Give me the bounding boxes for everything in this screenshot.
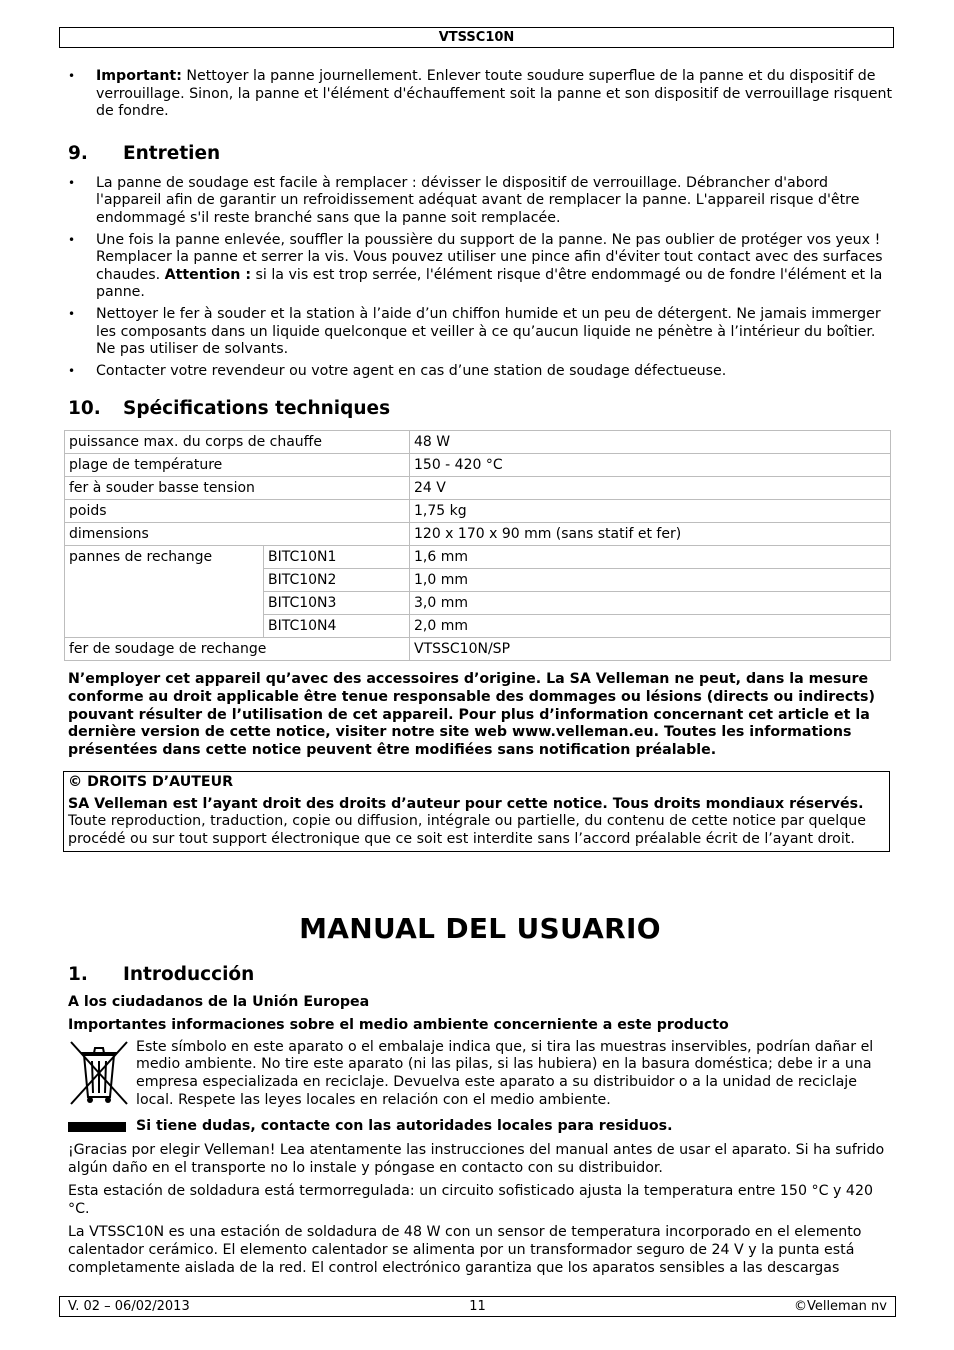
model-name: VTSSC10N: [438, 30, 515, 45]
spare-code: BITC10N3: [264, 592, 410, 615]
copyright-bold-line: SA Velleman est l’ayant droit des droits d’auteur pour cette notice. Tous droits mondiaux réservés.: [68, 795, 864, 812]
bullet-text: Nettoyer le fer à souder et la station à l’aide d’un chiffon humide et un peu de détergent. Ne jamais immerger les composants dans un liquide quelconque et veiller à ce qu’aucun liquide ne pénètre à l’intérieur du boîtier. Ne pas utiliser de solvants.: [96, 305, 881, 358]
bullet-bold: Attention :: [164, 266, 251, 283]
spec-label: fer de soudage de rechange: [65, 638, 410, 661]
list-item: [68, 232, 892, 302]
intro-bullet-list: [68, 68, 892, 121]
spec-value: 48 W: [410, 431, 891, 454]
spec-label: fer à souder basse tension: [65, 477, 410, 500]
page-header: [59, 27, 894, 48]
spec-label: poids: [65, 500, 410, 523]
copyright-title: © DROITS D’AUTEUR: [68, 774, 234, 791]
spec-table: [64, 430, 891, 661]
weee-block: [68, 1039, 892, 1113]
section-title: Introducción: [123, 963, 255, 985]
table-row: [65, 523, 891, 546]
spare-code: BITC10N4: [264, 615, 410, 638]
spec-value: 1,6 mm: [410, 546, 891, 569]
spec-value: 2,0 mm: [410, 615, 891, 638]
list-item: [68, 306, 892, 359]
paragraph: La VTSSC10N es una estación de soldadura de 48 W con un sensor de temperatura incorporado en el elemento calentador cerámico. El elemento calentador se alimenta por un transformador seguro de 24 V y la punta está completamente aislada de la red. El control electrónico garantiza que los aparatos sensibles a las descargas: [68, 1224, 862, 1276]
maintenance-list: [68, 175, 892, 381]
page-number: 11: [469, 1299, 486, 1314]
list-item: [68, 68, 892, 121]
black-bar: [68, 1122, 126, 1132]
list-item: [68, 175, 892, 228]
paragraph: Esta estación de soldadura está termorregulada: un circuito sofisticado ajusta la temperatura entre 150 °C y 420 °C.: [68, 1183, 873, 1217]
bullet-text: Contacter votre revendeur ou votre agent en cas d’une station de soudage défectueuse.: [96, 362, 727, 379]
page-content: [68, 68, 892, 1283]
disclaimer-notice: N’employer cet appareil qu’avec des accessoires d’origine. La SA Velleman ne peut, dans la mesure conforme au droit applicable être tenue responsable des dommages ou lésions (directs ou indirects) pouvant résulter de l’utilisation de cet appareil. Pour plus d’information concernant cet article et la dernière version de cette notice, visiter notre site web www.velleman.eu. Toutes les informations présentées dans cette notice peuvent être modifiées sans notification préalable.: [68, 671, 875, 758]
spec-value: 150 - 420 °C: [410, 454, 891, 477]
bullet-text: La panne de soudage est facile à remplacer : dévisser le dispositif de verrouillage. Débrancher d'abord l'appareil afin de garantir un refroidissement adéquat avant de remplacer la panne. L'appareil risque d'être endommagé s'il reste branché sans que la panne soit remplacée.: [96, 174, 860, 226]
environment-subheading: Importantes informaciones sobre el medio ambiente concerniente a este producto: [68, 1017, 729, 1034]
spec-value: 24 V: [410, 477, 891, 500]
spec-value: VTSSC10N/SP: [410, 638, 891, 661]
spec-value: 3,0 mm: [410, 592, 891, 615]
table-row: [65, 477, 891, 500]
important-text: Nettoyer la panne journellement. Enlever toute soudure superflue de la panne et du dispositif de verrouillage. Sinon, la panne et l'élément d'échauffement soit la panne et son dispositif de verrouillage risquent de fondre.: [96, 68, 893, 120]
bullet-text: si la vis est trop serrée, l'élément risque d'être endommagé ou de fondre l'élément et la panne.: [96, 266, 883, 301]
section-10-heading: [68, 398, 892, 420]
spare-code: BITC10N1: [264, 546, 410, 569]
section-number: 1.: [68, 963, 88, 985]
section-number: 9.: [68, 142, 88, 164]
crossed-bin-icon: [68, 1039, 136, 1113]
list-item: [68, 363, 892, 381]
spec-label: pannes de rechange: [65, 546, 264, 638]
section-1-heading: [68, 964, 892, 986]
section-title: Spécifications techniques: [123, 398, 391, 420]
table-row: [65, 638, 891, 661]
copyright-text: Toute reproduction, traduction, copie ou diffusion, intégrale ou partielle, du contenu de cette notice par quelque procédé ou sur tout support électronique que ce soit est interdite sans l’accord préalable écrit de l’ayant droit.: [68, 813, 866, 848]
table-row: [65, 546, 891, 569]
spec-label: puissance max. du corps de chauffe: [65, 431, 410, 454]
weee-text: Este símbolo en este aparato o el embalaje indica que, si tira las muestras inservibles, podrían dañar el medio ambiente. No tire este aparato (ni las pilas, si las hubiera) en la basura doméstica; debe ir a una empresa especializada en reciclaje. Devuelva este aparato a su distribuidor o a la unidad de reciclaje local. Respete las leyes locales en relación con el medio ambiente.: [136, 1038, 874, 1108]
spec-value: 1,0 mm: [410, 569, 891, 592]
bullet-text: Une fois la panne enlevée, souffler la poussière du support de la panne. Ne pas oublier de protéger vos yeux ! Remplacer la panne et serrer la vis. Vous pouvez utiliser une pince afin d'éviter tout contact avec des surfaces chaudes.: [96, 231, 883, 283]
waste-contact-text: Si tiene dudas, contacte con las autoridades locales para residuos.: [136, 1118, 673, 1135]
table-row: [65, 454, 891, 477]
manual-title: MANUAL DEL USUARIO: [299, 911, 661, 945]
section-title: Entretien: [123, 142, 221, 164]
table-row: [65, 500, 891, 523]
spec-value: 1,75 kg: [410, 500, 891, 523]
important-label: Important:: [96, 68, 182, 84]
spec-label: dimensions: [65, 523, 410, 546]
brand-copyright: ©Velleman nv: [793, 1299, 887, 1314]
page-footer: [59, 1296, 896, 1317]
section-9-heading: [68, 143, 892, 165]
spec-value: 120 x 170 x 90 mm (sans statif et fer): [410, 523, 891, 546]
waste-contact-line: [68, 1118, 892, 1136]
section-number: 10.: [68, 398, 101, 420]
paragraph: ¡Gracias por elegir Velleman! Lea atentamente las instrucciones del manual antes de usar el aparato. Si ha sufrido algún daño en el transporte no lo instale y póngase en contacto con su distribuidor.: [68, 1142, 885, 1176]
spec-label: plage de température: [65, 454, 410, 477]
version-date: V. 02 – 06/02/2013: [68, 1299, 190, 1314]
copyright-box: [63, 771, 890, 851]
spare-code: BITC10N2: [264, 569, 410, 592]
eu-citizens-subheading: A los ciudadanos de la Unión Europea: [68, 993, 370, 1010]
table-row: [65, 431, 891, 454]
